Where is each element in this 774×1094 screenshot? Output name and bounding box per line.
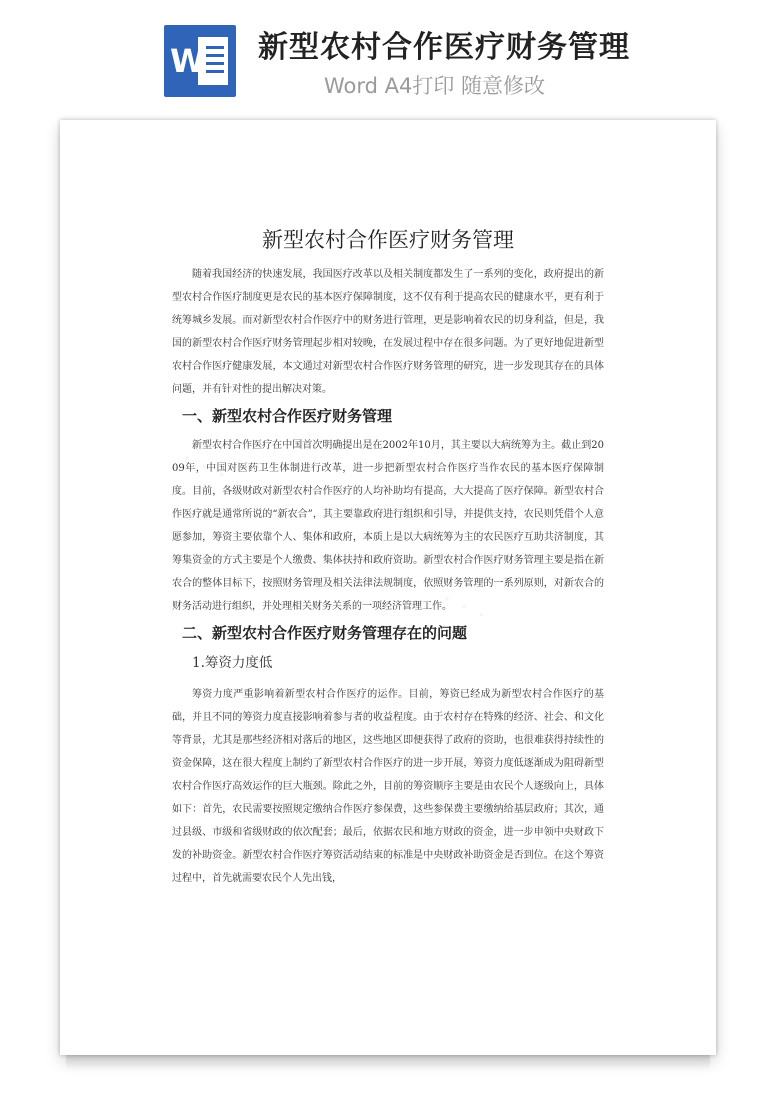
section1-heading: 一、新型农村合作医疗财务管理 — [182, 407, 393, 425]
banner-subtitle: Word A4打印 随意修改 — [324, 74, 546, 98]
document-page — [60, 120, 716, 1055]
document-content — [172, 225, 604, 890]
watermark: · · · — [174, 441, 233, 494]
page-shadow — [66, 1055, 710, 1071]
intro-paragraph: 随着我国经济的快速发展，我国医疗改革以及相关制度都发生了一系列的变化，政府提出的新型农村合作医疗制度更是农民的基本医疗保障制度，这不仅有利于提高农民的健康水平，更有利于统筹城乡发展。而对新型农村合作医疗中的财务进行管理，更是影响着农民的切身利益，但是，我国的新型农村合作医疗财务管理起步相对较晚，在发展过程中存在很多问题。为了更好地促进新型农村合作医疗健康发展，本文通过对新型农村合作医疗财务管理的研究，进一步发现其存在的具体问题，并有针对性的提出解决对策。 — [172, 269, 604, 395]
section2-heading: 二、新型农村合作医疗财务管理存在的问题 — [182, 624, 468, 642]
word-logo-icon — [164, 25, 236, 97]
watermark: · · · — [434, 581, 493, 634]
logo-letter: W — [170, 42, 206, 80]
subsection1-heading: 1.筹资力度低 — [192, 655, 273, 671]
section1-paragraph: 新型农村合作医疗在中国首次明确提出是在2002年10月，其主要以大病统筹为主。截止到2009年，中国对医药卫生体制进行改革，进一步把新型农村合作医疗当作农民的基本医疗保障制度。目前，各级财政对新型农村合作医疗的人均补助均有提高，大大提高了医疗保障。新型农村合作医疗就是通常所说的“新农合”，其主要靠政府进行组织和引导，并提供支持，农民则凭借个人意愿参加，筹资主要依靠个人、集体和政府，本质上是以大病统筹为主的农民医疗互助共济制度，其筹集资金的方式主要是个人缴费、集体扶持和政府资助。新型农村合作医疗财务管理主要是指在新农合的整体目标下，按照财务管理及相关法律法规制度，依照财务管理的一系列原则，对新农合的财务活动进行组织，并处理相关财务关系的一项经济管理工作。 — [172, 440, 604, 612]
subsection1-paragraph: 筹资力度严重影响着新型农村合作医疗的运作。目前，筹资已经成为新型农村合作医疗的基础，并且不同的筹资力度直接影响着参与者的收益程度。由于农村存在特殊的经济、社会、和文化等背景，尤其是那些经济相对落后的地区，这些地区即便获得了政府的资助，也很难获得持续性的资金保障，这在很大程度上制约了新型农村合作医疗的进一步开展，筹资力度低逐渐成为阻碍新型农村合作医疗高效运作的巨大瓶颈。除此之外，目前的筹资顺序主要是由农民个人逐级向上，具体如下：首先，农民需要按照规定缴纳合作医疗参保费，这些参保费主要缴纳给基层政府；其次，通过县级、市级和省级财政的依次配套；最后，依据农民和地方财政的资金，进一步申领中央财政下发的补助资金。新型农村合作医疗筹资活动结束的标准是中央财政补助资金是否到位。在这个筹资过程中，首先就需要农民个人先出钱， — [172, 689, 604, 884]
header-banner — [0, 0, 774, 112]
document-title: 新型农村合作医疗财务管理 — [262, 228, 514, 252]
banner-title: 新型农村合作医疗财务管理 — [258, 30, 630, 65]
